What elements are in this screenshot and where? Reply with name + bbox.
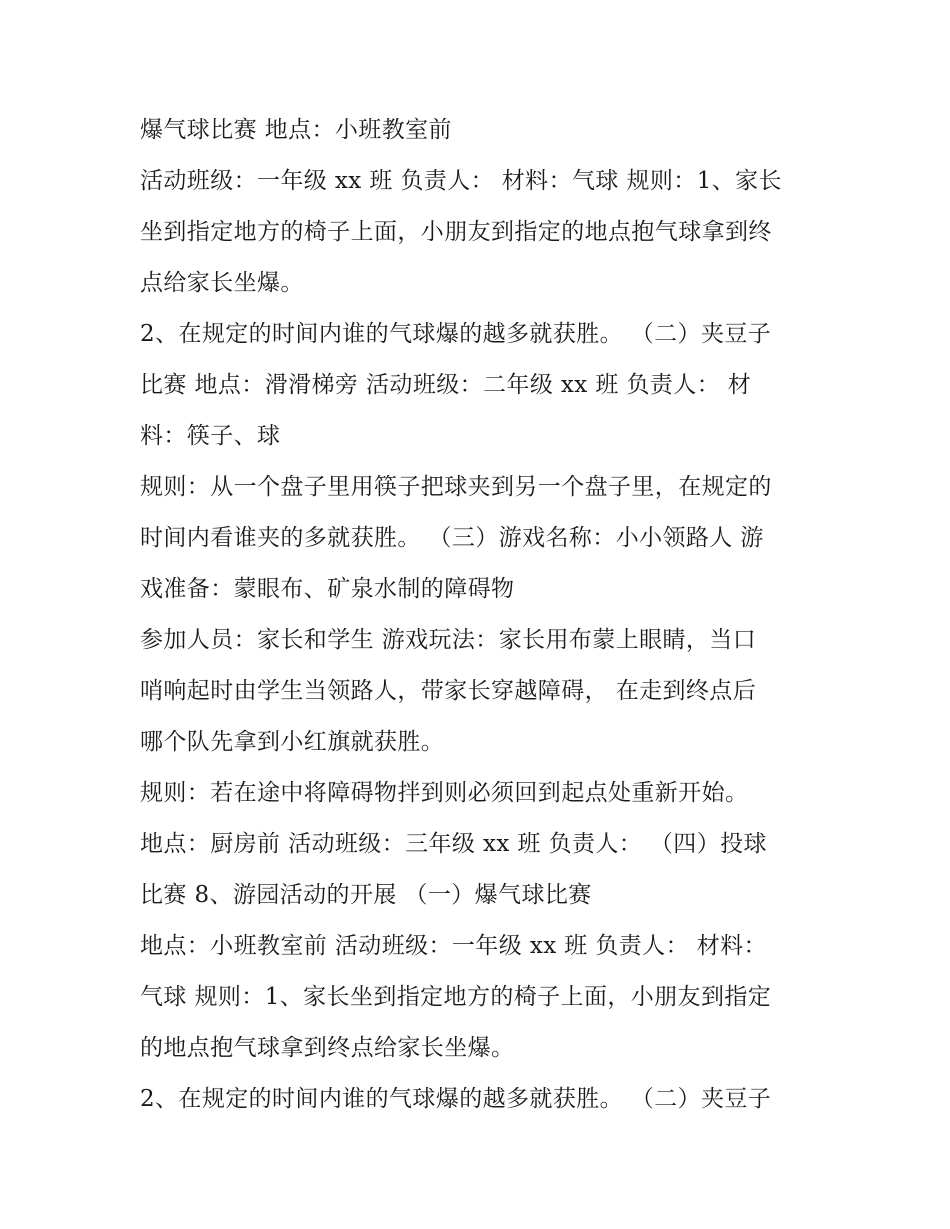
- text-line: 哪个队先拿到小红旗就获胜。: [140, 729, 445, 755]
- text-line: 的地点抱气球拿到终点给家长坐爆。: [140, 1035, 515, 1061]
- text-line: 2、在规定的时间内谁的气球爆的越多就获胜。 （二）夹豆子: [140, 321, 772, 347]
- text-line: 时间内看谁夹的多就获胜。 （三）游戏名称：小小领路人 游: [140, 525, 764, 551]
- text-line: 料：筷子、球: [140, 423, 281, 449]
- text-line: 地点：厨房前 活动班级：三年级 xx 班 负责人： （四）投球: [140, 831, 767, 857]
- text-line: 哨响起时由学生当领路人，带家长穿越障碍， 在走到终点后: [140, 678, 757, 704]
- document-body: [140, 110, 820, 1130]
- text-line: 比赛 8、游园活动的开展 （一）爆气球比赛: [140, 882, 592, 908]
- text-line: 坐到指定地方的椅子上面，小朋友到指定的地点抱气球拿到终: [140, 219, 772, 245]
- text-line: 气球 规则：1、家长坐到指定地方的椅子上面，小朋友到指定: [140, 984, 772, 1010]
- text-line: 活动班级：一年级 xx 班 负责人： 材料：气球 规则：1、家长: [140, 168, 782, 194]
- text-line: 规则：若在途中将障碍物拌到则必须回到起点处重新开始。: [140, 780, 749, 806]
- text-line: 比赛 地点：滑滑梯旁 活动班级：二年级 xx 班 负责人： 材: [140, 372, 752, 398]
- text-line: 点给家长坐爆。: [140, 270, 304, 296]
- text-line: 地点：小班教室前 活动班级：一年级 xx 班 负责人： 材料：: [140, 933, 767, 959]
- text-line: 戏准备：蒙眼布、矿泉水制的障碍物: [140, 576, 515, 602]
- text-line: 爆气球比赛 地点：小班教室前: [140, 117, 452, 143]
- text-line: 参加人员：家长和学生 游戏玩法：家长用布蒙上眼睛，当口: [140, 627, 757, 653]
- text-line: 规则：从一个盘子里用筷子把球夹到另一个盘子里，在规定的: [140, 474, 772, 500]
- text-line: 2、在规定的时间内谁的气球爆的越多就获胜。 （二）夹豆子: [140, 1086, 772, 1112]
